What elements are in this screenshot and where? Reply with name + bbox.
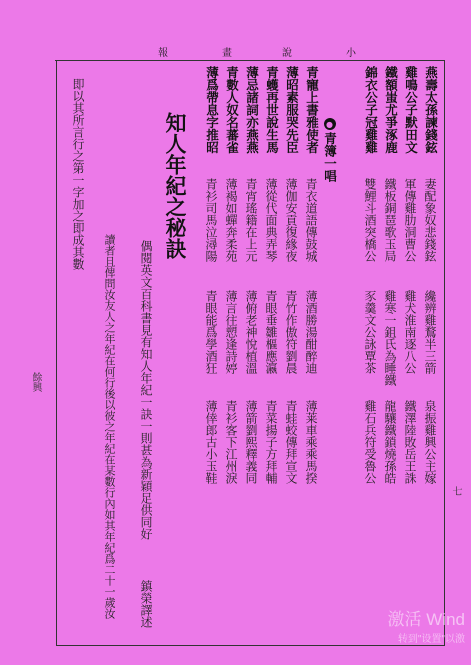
watermark-line-2: 转到"设置"以激 <box>397 634 465 645</box>
verse-bold: 錦衣公子冠雞雞 <box>363 66 379 154</box>
header-char: 說 <box>282 48 292 59</box>
verse-line: 青蛙蛟傳拜宣文 <box>284 400 298 484</box>
verse-line: 雞石兵符受魯公 <box>363 400 377 484</box>
verse-line: 青衫客下江州淚 <box>224 400 238 484</box>
verse-line: 薄酒勝湯酣醉迪 <box>304 290 318 374</box>
header-char: 畫 <box>222 48 232 59</box>
bullet-icon: ● <box>324 119 335 129</box>
verse-line: 薄伽安貢復緣夜 <box>284 178 298 262</box>
puzzle-title: ●青簿一唱 <box>322 119 338 182</box>
verse-line: 青眼垂雛樞應瀛 <box>264 290 278 374</box>
verse-bold: 薄忌諸詞亦燕燕 <box>244 66 260 154</box>
article-paragraph: 即以其所言行之第一字加之即成其數 <box>71 78 85 270</box>
watermark-line-1: 激活 Wind <box>387 610 465 629</box>
verse-line: 薄箭劉熙釋義同 <box>244 400 258 484</box>
verse-bold: 青蠖再世說生馬 <box>264 66 280 154</box>
article-paragraph: 偶閱英文百科書見有知人年紀一訣一則甚為新穎足供同好 <box>139 240 153 540</box>
verse-bold: 鐵額蚩尤爭涿鹿 <box>383 66 399 154</box>
article-paragraph: 讀者且俾問汝友人之年紀在何行後以彼之年紀在某數行內如其年紀爲二十一歲汝 <box>103 234 116 619</box>
article-title: 知人年紀之秘訣 <box>163 112 188 259</box>
footer-rule <box>56 645 444 646</box>
verse-line: 豕羹文公詠覃茶 <box>363 290 377 374</box>
verse-line: 青宵瑤籍在上元 <box>244 178 258 262</box>
header-char: 報 <box>158 48 168 59</box>
margin-label: 餘興 <box>30 372 41 392</box>
verse-line: 薄褐如蟬奔柔苑 <box>224 178 238 262</box>
right-frame-rule <box>444 60 445 646</box>
verse-line: 鐵澤陸敗岳王誅 <box>403 400 417 484</box>
verse-line: 青眼能爲學酒狂 <box>204 290 218 374</box>
header-char: 小 <box>346 48 356 59</box>
verse-bold: 燕壽太孫諫錢鉉 <box>423 66 439 154</box>
verse-line: 薄言往愬逢詩婷 <box>224 290 238 374</box>
verse-line: 雞犬淮南逐八公 <box>403 290 417 374</box>
verse-line: 雞寒一鉏氏為睡鐵 <box>383 290 397 386</box>
verse-line: 纔辨雞鶩半三箭 <box>423 290 437 374</box>
activation-watermark <box>388 605 465 645</box>
verse-line: 龍驤鐵鎖燒孫皓 <box>383 400 397 484</box>
header-rule <box>55 60 445 61</box>
verse-line: 薄莱車乘乘馬揆 <box>304 400 318 484</box>
verse-bold: 青寵上書雅使者 <box>304 66 320 154</box>
verse-line: 青衣道語傳鼓城 <box>304 178 318 262</box>
left-frame-rule <box>56 60 57 646</box>
verse-line: 雙鯉斗酒突橋公 <box>363 178 377 262</box>
verse-line: 薄倖郎古小玉鞋 <box>204 400 218 484</box>
verse-line: 薄俯老神悅植溫 <box>244 290 258 374</box>
verse-line: 薄從代面典弄琴 <box>264 178 278 262</box>
verse-bold: 薄昭素服哭先臣 <box>284 66 300 154</box>
verse-line: 軍傳雞肋洞曹公 <box>403 178 417 262</box>
verse-bold: 薄爲帶息字推昭 <box>204 66 220 154</box>
verse-bold: 青數人奴名蕃雀 <box>224 66 240 154</box>
verse-line: 青竹作傲符劉晨 <box>284 290 298 374</box>
page-number: 七 <box>450 486 461 496</box>
verse-bold: 雞鳴公子默田文 <box>403 66 419 154</box>
verse-line: 青衫司馬泣潯陽 <box>204 178 218 262</box>
verse-line: 青菜揚子方拜輔 <box>264 400 278 484</box>
verse-line: 妻配象奴悲錢鉉 <box>423 178 437 262</box>
article-byline: 鎮榮譯述 <box>139 580 153 628</box>
verse-line: 鐵板銅琶歌玉局 <box>383 178 397 262</box>
verse-line: 泉振雞興公主嫁 <box>423 400 437 484</box>
